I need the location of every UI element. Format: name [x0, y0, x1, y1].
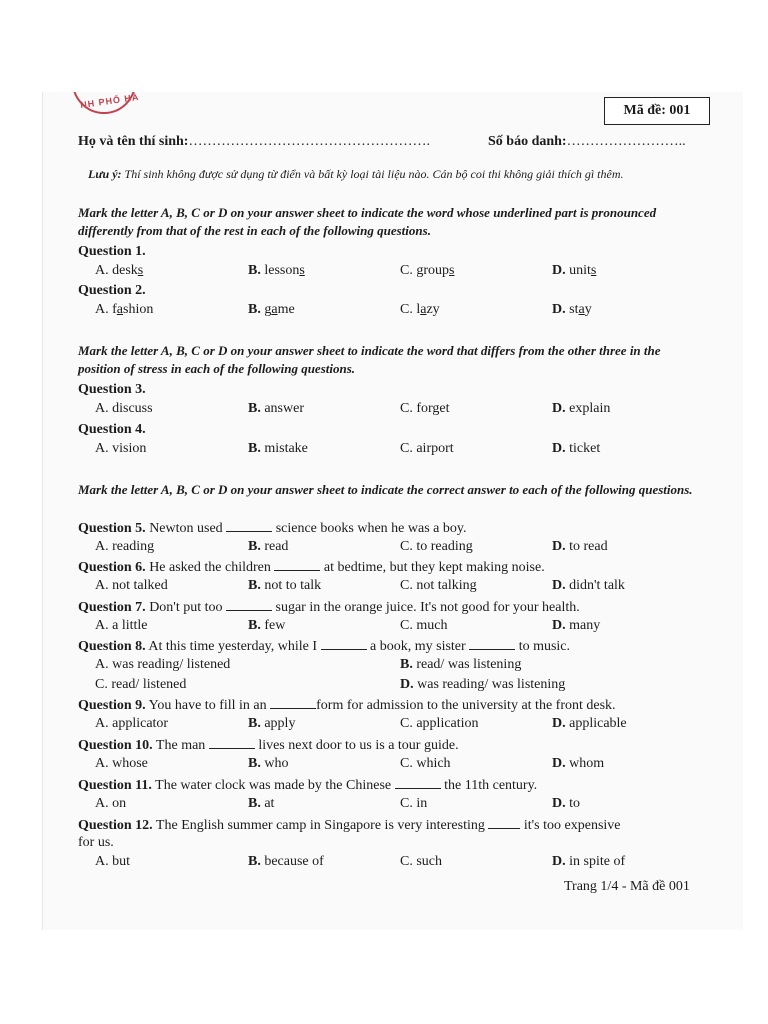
q4-option-a: A. vision	[95, 441, 147, 456]
q9-option-c: C. application	[400, 716, 479, 731]
answer-blank	[270, 696, 316, 709]
q1-option-a: A. desks	[95, 263, 144, 278]
q11-option-d: D. to	[552, 796, 581, 811]
question-12-continued: for us.	[78, 835, 114, 850]
q12-option-d: D. in spite of	[552, 854, 626, 869]
answer-blank	[321, 637, 367, 650]
q5-option-b: B. read	[248, 539, 289, 554]
q1-option-d: D. units	[552, 263, 597, 278]
question-6: Question 6. He asked the children at bedtime, but they kept making noise.	[78, 560, 545, 575]
question-4-label: Question 4.	[78, 422, 146, 437]
question-10: Question 10. The man lives next door to us is a tour guide.	[78, 738, 459, 753]
candidate-name-label: Họ và tên thí sinh:	[78, 134, 189, 149]
q11-option-c: C. in	[400, 796, 428, 811]
q5-option-a: A. reading	[95, 539, 155, 554]
q6-option-c: C. not talking	[400, 578, 477, 593]
q8-option-c: C. read/ listened	[95, 677, 187, 692]
exam-code-box: Mã đề: 001	[604, 97, 710, 125]
candidate-number-label: Số báo danh:	[488, 134, 567, 149]
question-3-label: Question 3.	[78, 382, 146, 397]
answer-blank	[226, 519, 272, 532]
q3-option-d: D. explain	[552, 401, 611, 416]
q10-option-c: C. which	[400, 756, 451, 771]
pronunciation-instruction: Mark the letter A, B, C or D on your answer sheet to indicate the word whose underlined part is pronounced differently from that of the rest in each of the following questions.	[78, 205, 657, 238]
q4-option-d: D. ticket	[552, 441, 601, 456]
q11-option-a: A. on	[95, 796, 127, 811]
q7-option-d: D. many	[552, 618, 601, 633]
question-7: Question 7. Don't put too sugar in the orange juice. It's not good for your health.	[78, 600, 580, 615]
answer-blank	[488, 816, 520, 829]
candidate-name-line	[78, 134, 430, 150]
question-8: Question 8. At this time yesterday, while I a book, my sister to music.	[78, 639, 571, 654]
note-label: Lưu ý:	[88, 167, 122, 181]
exam-note	[88, 167, 624, 182]
q12-option-a: A. but	[95, 854, 131, 869]
candidate-number-line	[488, 134, 686, 150]
q2-option-a: A. fashion	[95, 302, 154, 317]
q12-option-b: B. because of	[248, 854, 324, 869]
q8-option-a: A. was reading/ listened	[95, 657, 231, 672]
q4-option-c: C. airport	[400, 441, 454, 456]
question-11: Question 11. The water clock was made by the Chinese the 11th century.	[78, 778, 538, 793]
q9-option-d: D. applicable	[552, 716, 627, 731]
q7-option-c: C. much	[400, 618, 448, 633]
q7-option-b: B. few	[248, 618, 286, 633]
candidate-name-field[interactable]: …………………………………………….	[188, 134, 430, 149]
q1-option-b: B. lessons	[248, 263, 305, 278]
q9-option-a: A. applicator	[95, 716, 169, 731]
q3-option-a: A. discuss	[95, 401, 153, 416]
q3-option-b: B. answer	[248, 401, 304, 416]
q5-option-c: C. to reading	[400, 539, 473, 554]
answer-blank	[274, 558, 320, 571]
answer-blank	[395, 776, 441, 789]
stamp-text: NH PHỐ HÀ	[79, 92, 140, 111]
q4-option-b: B. mistake	[248, 441, 308, 456]
q9-option-b: B. apply	[248, 716, 296, 731]
question-12: Question 12. The English summer camp in Singapore is very interesting it's too expensive	[78, 818, 621, 833]
candidate-number-field[interactable]: ……………………..	[566, 134, 686, 149]
q6-option-b: B. not to talk	[248, 578, 322, 593]
q2-option-b: B. game	[248, 302, 295, 317]
q2-option-d: D. stay	[552, 302, 592, 317]
q2-option-c: C. lazy	[400, 302, 440, 317]
question-1-label: Question 1.	[78, 244, 146, 259]
q5-option-d: D. to read	[552, 539, 608, 554]
q12-option-c: C. such	[400, 854, 443, 869]
question-9: Question 9. You have to fill in an form for admission to the university at the front desk.	[78, 698, 616, 713]
page-footer: Trang 1/4 - Mã đề 001	[564, 879, 690, 894]
q8-option-d: D. was reading/ was listening	[400, 677, 566, 692]
stress-instruction: Mark the letter A, B, C or D on your answer sheet to indicate the word that differs from the other three in the position of stress in each of the following questions.	[78, 343, 661, 376]
answer-instruction: Mark the letter A, B, C or D on your answer sheet to indicate the correct answer to each of the following questions.	[78, 482, 693, 497]
answer-blank	[469, 637, 515, 650]
q3-option-c: C. forget	[400, 401, 450, 416]
q10-option-b: B. who	[248, 756, 289, 771]
question-5: Question 5. Newton used science books when he was a boy.	[78, 521, 467, 536]
q10-option-a: A. whose	[95, 756, 148, 771]
answer-blank	[209, 736, 255, 749]
question-2-label: Question 2.	[78, 283, 146, 298]
note-text: Thí sinh không được sử dụng từ điển và bất kỳ loại tài liệu nào. Cán bộ coi thi không giải thích gì thêm.	[121, 167, 624, 181]
q7-option-a: A. a little	[95, 618, 148, 633]
school-stamp	[66, 92, 146, 114]
q11-option-b: B. at	[248, 796, 275, 811]
q10-option-d: D. whom	[552, 756, 605, 771]
q1-option-c: C. groups	[400, 263, 455, 278]
q6-option-a: A. not talked	[95, 578, 168, 593]
q8-option-b: B. read/ was listening	[400, 657, 522, 672]
q6-option-d: D. didn't talk	[552, 578, 625, 593]
answer-blank	[226, 598, 272, 611]
